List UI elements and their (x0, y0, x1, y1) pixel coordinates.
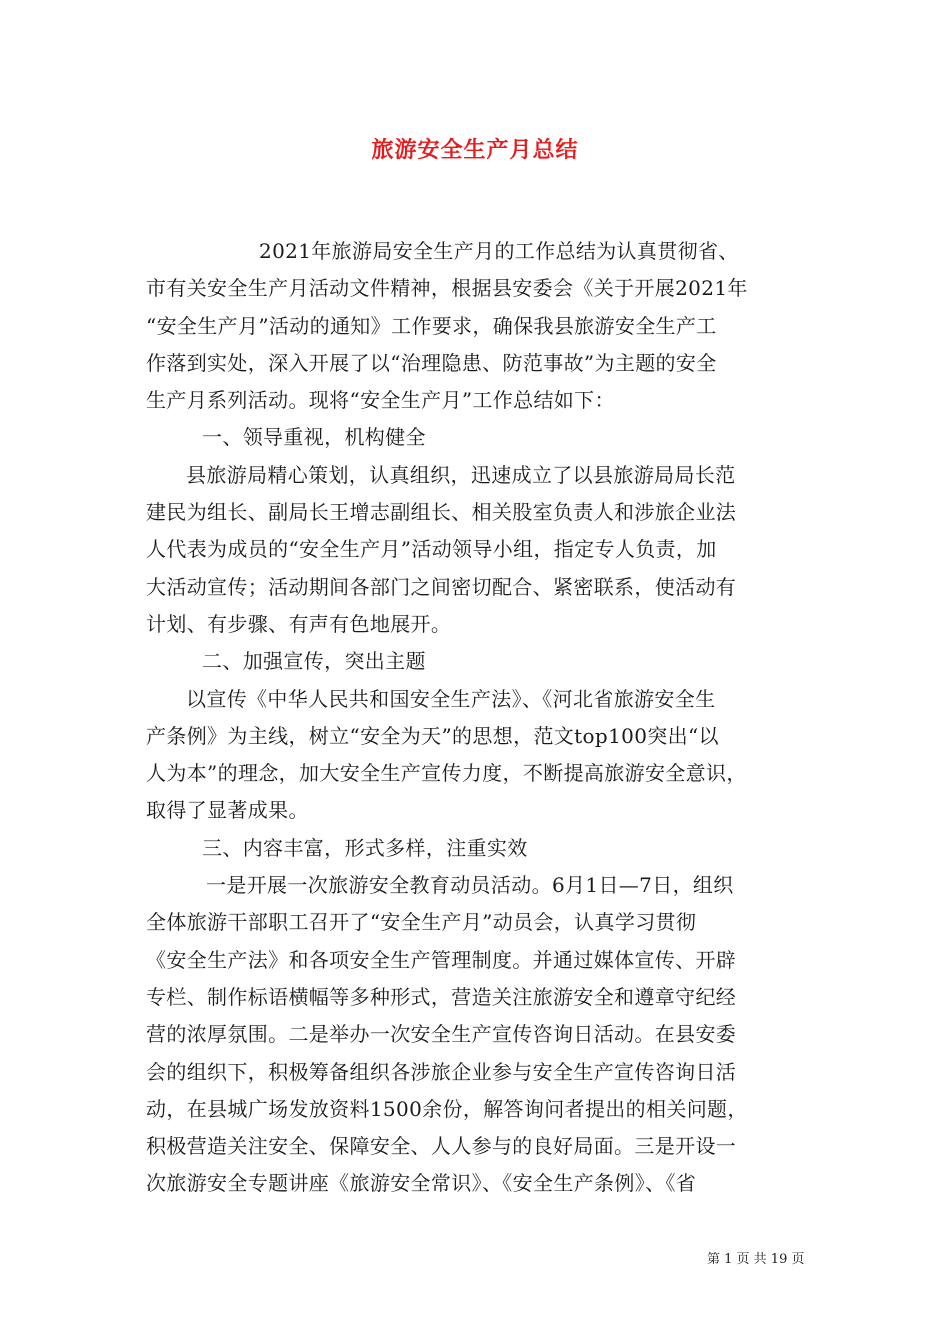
section-heading-3: 三、内容丰富，形式多样，注重实效 (202, 835, 528, 860)
section-3-line: 《安全生产法》和各项安全生产管理制度。并通过媒体宣传、开辟 (146, 947, 737, 972)
document-body (146, 233, 808, 1203)
section-3-line: 一是开展一次旅游安全教育动员活动。6月1日—7日，组织 (206, 873, 734, 898)
section-2-line: 产条例》为主线，树立“安全为天”的思想，范文top100突出“以 (146, 723, 719, 748)
section-3-line: 全体旅游干部职工召开了“安全生产月”动员会，认真学习贯彻 (146, 910, 697, 935)
section-1-line: 县旅游局精心策划，认真组织，迅速成立了以县旅游局局长范 (186, 462, 736, 487)
section-1-line: 建民为组长、副局长王增志副组长、相关股室负责人和涉旅企业法 (146, 500, 737, 525)
section-3-line: 会的组织下，积极筹备组织各涉旅企业参与安全生产宣传咨询日活 (146, 1059, 737, 1084)
section-heading-1: 一、领导重视，机构健全 (202, 425, 426, 450)
section-3-line: 营的浓厚氛围。二是举办一次安全生产宣传咨询日活动。在县安委 (146, 1022, 737, 1047)
section-1-line: 计划、有步骤、有声有色地展开。 (146, 611, 452, 636)
section-3-line: 专栏、制作标语横幅等多种形式，营造关注旅游安全和遵章守纪经 (146, 984, 737, 1009)
intro-line: 市有关安全生产月活动文件精神，根据县安委会《关于开展2021年 (146, 276, 748, 301)
document-title: 旅游安全生产月总结 (371, 137, 579, 163)
intro-line: 生产月系列活动。现将“安全生产月”工作总结如下： (146, 388, 615, 413)
section-heading-2: 二、加强宣传，突出主题 (202, 649, 426, 674)
section-1-line: 人代表为成员的“安全生产月”活动领导小组，指定专人负责，加 (146, 537, 717, 562)
section-2-line: 人为本”的理念，加大安全生产宣传力度，不断提高旅游安全意识， (146, 761, 747, 786)
page-number: 第 1 页 共 19 页 (707, 1252, 805, 1267)
section-2-line: 取得了显著成果。 (146, 798, 309, 823)
intro-line: 2021年旅游局安全生产月的工作总结为认真贯彻省、 (259, 239, 739, 263)
section-3-line: 次旅游安全专题讲座《旅游安全常识》、《安全生产条例》、《省 (146, 1171, 697, 1196)
section-3-line: 动，在县城广场发放资料1500余份，解答询问者提出的相关问题， (146, 1096, 748, 1121)
section-3-line: 积极营造关注安全、保障安全、人人参与的良好局面。三是开设一 (146, 1134, 737, 1159)
section-2-line: 以宣传《中华人民共和国安全生产法》、《河北省旅游安全生 (186, 686, 716, 711)
intro-line: 作落到实处，深入开展了以“治理隐患、防范事故”为主题的安全 (146, 350, 717, 375)
intro-line: “安全生产月”活动的通知》工作要求，确保我县旅游安全生产工 (146, 313, 717, 338)
section-1-line: 大活动宣传；活动期间各部门之间密切配合、紧密联系，使活动有 (146, 574, 737, 599)
